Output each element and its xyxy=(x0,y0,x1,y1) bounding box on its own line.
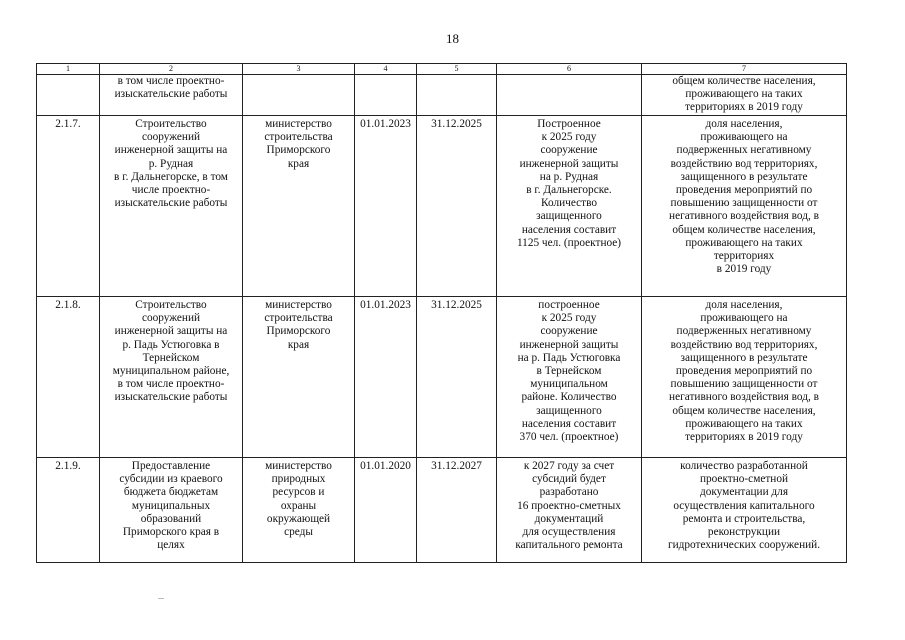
cell-number: 2.1.7. xyxy=(37,116,100,297)
column-number: 4 xyxy=(355,64,417,75)
column-number-row xyxy=(37,64,847,75)
cell-number: 2.1.9. xyxy=(37,458,100,563)
cell-name: Строительство сооружений инженерной защиты на р. Падь Устюговка в Тернейском муниципальном районе, в том числе проектно- изыскательские работы xyxy=(100,297,243,458)
cell-end-date: 31.12.2027 xyxy=(417,458,497,563)
cell-number xyxy=(37,75,100,116)
cell-start-date: 01.01.2020 xyxy=(355,458,417,563)
cell-result: к 2027 году за счет субсидий будет разработано 16 проектно-сметных документаций для осуществления капитального ремонта xyxy=(497,458,642,563)
cell-result: построенное к 2025 году сооружение инженерной защиты на р. Падь Устюговка в Тернейском муниципальном районе. Количество защищенного населения составит 370 чел. (проектное) xyxy=(497,297,642,458)
column-number: 2 xyxy=(100,64,243,75)
cell-indicator: количество разработанной проектно-сметной документации для осуществления капитального ремонта и строительства, реконструкции гидротехнических сооружений. xyxy=(642,458,847,563)
cell-number: 2.1.8. xyxy=(37,297,100,458)
cell-end-date: 31.12.2025 xyxy=(417,297,497,458)
cell-end-date: 31.12.2025 xyxy=(417,116,497,297)
cell-result xyxy=(497,75,642,116)
cell-name: Предоставление субсидии из краевого бюджета бюджетам муниципальных образований Приморского края в целях xyxy=(100,458,243,563)
table-row-continuation xyxy=(37,75,847,116)
column-number: 1 xyxy=(37,64,100,75)
column-number: 3 xyxy=(243,64,355,75)
cell-executor xyxy=(243,75,355,116)
cell-name: Строительство сооружений инженерной защиты на р. Рудная в г. Дальнегорске, в том числе проектно- изыскательские работы xyxy=(100,116,243,297)
cell-name: в том числе проектно- изыскательские работы xyxy=(100,75,243,116)
page-number: 18 xyxy=(446,31,459,46)
cell-executor: министерство природных ресурсов и охраны окружающей среды xyxy=(243,458,355,563)
cell-indicator: доля населения, проживающего на подверженных негативному воздействию вод территориях, защищенного в результате проведения мероприятий по повышению защищенности от негативного воздействия вод, в общем количестве населения, проживающего на таких территориях в 2019 году xyxy=(642,297,847,458)
column-number: 7 xyxy=(642,64,847,75)
column-number: 6 xyxy=(497,64,642,75)
cell-start-date: 01.01.2023 xyxy=(355,116,417,297)
cell-executor: министерство строительства Приморского края xyxy=(243,116,355,297)
cell-indicator: общем количестве населения, проживающего на таких территориях в 2019 году xyxy=(642,75,847,116)
measures-table xyxy=(36,63,847,563)
table-row xyxy=(37,458,847,563)
cell-start-date: 01.01.2023 xyxy=(355,297,417,458)
cell-result: Построенное к 2025 году сооружение инженерной защиты на р. Рудная в г. Дальнегорске. Количество защищенного населения составит 1125 чел. (проектное) xyxy=(497,116,642,297)
table-row xyxy=(37,116,847,297)
column-number: 5 xyxy=(417,64,497,75)
table-row xyxy=(37,297,847,458)
cell-start-date xyxy=(355,75,417,116)
cell-executor: министерство строительства Приморского края xyxy=(243,297,355,458)
cell-end-date xyxy=(417,75,497,116)
scan-artifact xyxy=(158,598,164,599)
cell-indicator: доля населения, проживающего на подверженных негативному воздействию вод территориях, защищенного в результате проведения мероприятий по повышению защищенности от негативного воздействия вод, в общем количестве населения, проживающего на таких территориях в 2019 году xyxy=(642,116,847,297)
